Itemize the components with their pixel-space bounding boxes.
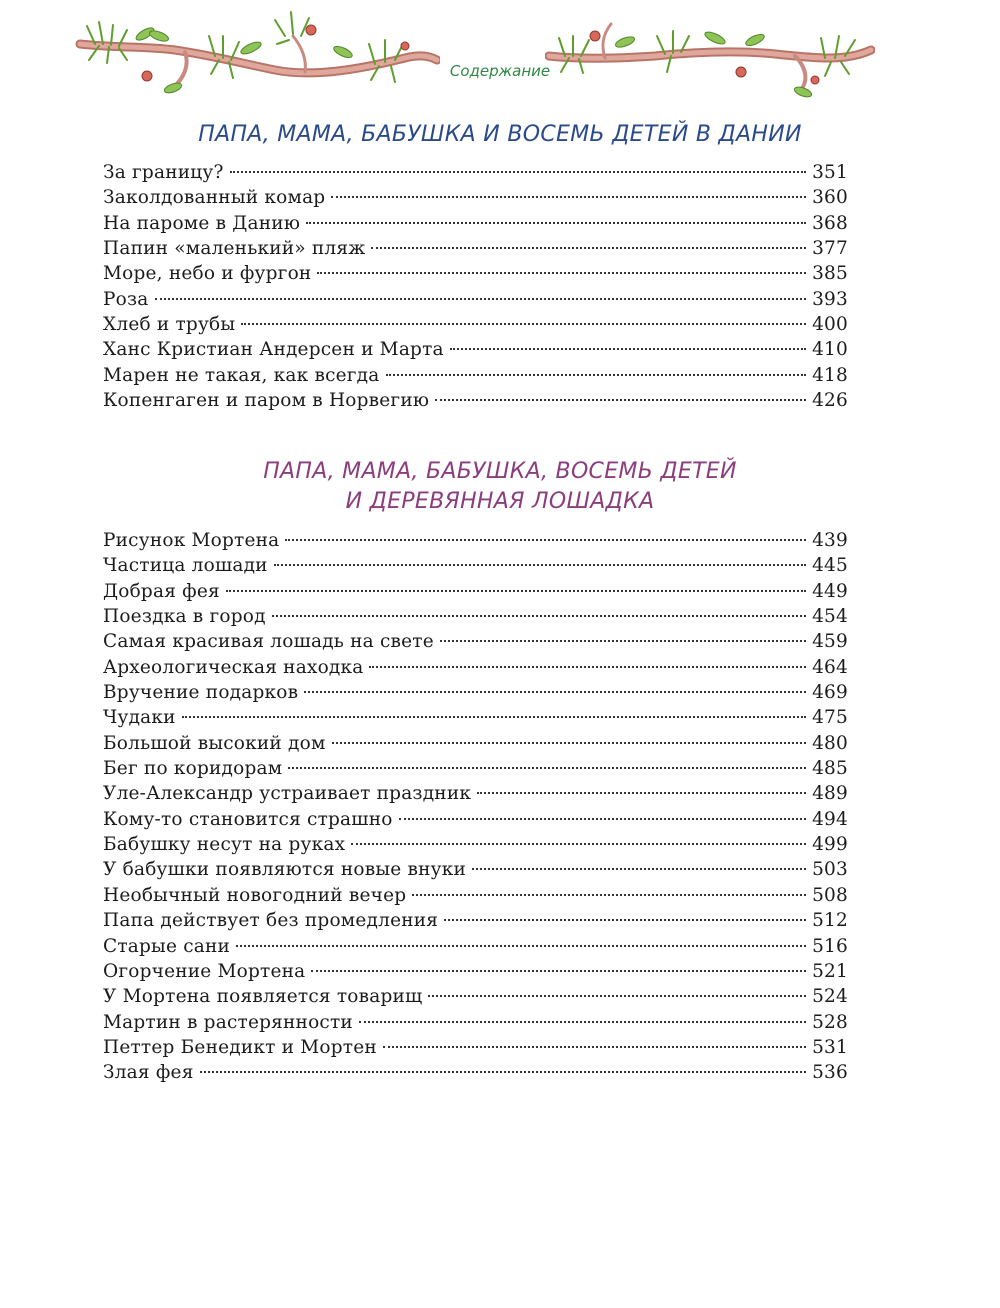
toc-entry-page: 454 — [812, 606, 848, 628]
toc-entry — [103, 604, 848, 629]
toc-entry — [103, 629, 848, 654]
toc-entry — [103, 388, 848, 413]
section-2-heading — [0, 457, 1000, 517]
toc-entry-title: Чудаки — [103, 707, 176, 729]
dot-leader — [285, 539, 806, 541]
toc-entry-page: 524 — [812, 986, 848, 1008]
toc-entry — [103, 781, 848, 806]
toc-entry-page: 449 — [812, 580, 848, 602]
toc-entry-title: Частица лошади — [103, 555, 268, 577]
toc-entry-title: Марен не такая, как всегда — [103, 364, 380, 386]
toc-entry — [103, 211, 848, 236]
toc-entry — [103, 705, 848, 730]
dot-leader — [332, 742, 807, 744]
tree-branch-right-illustration — [545, 6, 875, 101]
toc-entry-title: Рисунок Мортена — [103, 530, 280, 551]
page-header — [0, 0, 1000, 110]
dot-leader — [371, 247, 806, 249]
toc-entry — [103, 857, 848, 882]
toc-entry — [103, 908, 848, 933]
dot-leader — [440, 640, 806, 642]
toc-entry-page: 351 — [812, 162, 848, 183]
dot-leader — [230, 171, 807, 173]
toc-list-section-1 — [103, 160, 848, 413]
toc-entry-title: Самая красивая лошадь на свете — [103, 631, 434, 653]
toc-entry-page: 464 — [812, 656, 848, 678]
dot-leader — [359, 1021, 806, 1023]
toc-entry-page: 393 — [812, 288, 848, 310]
toc-entry-title: Хлеб и трубы — [103, 314, 236, 336]
toc-entry-title: Заколдованный комар — [103, 187, 326, 209]
toc-entry-page: 531 — [812, 1036, 848, 1058]
toc-entry-title: Кому-то становится страшно — [103, 808, 393, 830]
dot-leader — [288, 767, 806, 769]
dot-leader — [444, 919, 806, 921]
toc-entry-page: 385 — [812, 263, 848, 285]
toc-entry-title: За границу? — [103, 162, 224, 183]
toc-entry-page: 410 — [812, 339, 848, 361]
toc-entry-title: Бабушку несут на руках — [103, 834, 346, 856]
dot-leader — [435, 399, 806, 401]
dot-leader — [331, 196, 806, 198]
toc-entry-page: 503 — [812, 859, 848, 881]
toc-entry-title: На пароме в Данию — [103, 212, 301, 234]
dot-leader — [386, 374, 807, 376]
toc-entry-title: Вручение подарков — [103, 682, 299, 704]
toc-entry-title: Роза — [103, 288, 149, 310]
dot-leader — [155, 298, 807, 300]
dot-leader — [304, 691, 806, 693]
toc-entry — [103, 655, 848, 680]
dot-leader — [200, 1071, 807, 1073]
toc-entry-page: 499 — [812, 834, 848, 856]
toc-entry-title: Море, небо и фургон — [103, 263, 312, 285]
toc-entry-page: 494 — [812, 808, 848, 830]
toc-entry-title: У Мортена появляется товарищ — [103, 986, 423, 1008]
dot-leader — [428, 995, 806, 997]
dot-leader — [317, 272, 806, 274]
dot-leader — [182, 716, 806, 718]
toc-entry-title: У бабушки появляются новые внуки — [103, 859, 467, 881]
toc-entry-page: 439 — [812, 530, 848, 551]
toc-entry-page: 418 — [812, 364, 848, 386]
toc-entry — [103, 236, 848, 261]
toc-entry-title: Большой высокий дом — [103, 732, 326, 754]
toc-entry-title: Уле-Александр устраивает праздник — [103, 783, 472, 805]
toc-entry — [103, 287, 848, 312]
toc-entry — [103, 984, 848, 1009]
toc-entry — [103, 832, 848, 857]
toc-entry — [103, 337, 848, 362]
dot-leader — [399, 818, 807, 820]
toc-entry-title: Бег по коридорам — [103, 758, 283, 780]
toc-entry-page: 521 — [812, 960, 848, 982]
dot-leader — [351, 843, 806, 845]
toc-entry — [103, 185, 848, 210]
toc-entry-page: 528 — [812, 1011, 848, 1033]
toc-entry-title: Поездка в город — [103, 606, 266, 628]
section-2-heading-line-1: ПАПА, МАМА, БАБУШКА, ВОСЕМЬ ДЕТЕЙ — [263, 459, 737, 484]
toc-entry-page: 469 — [812, 682, 848, 704]
dot-leader — [274, 564, 806, 566]
tree-branch-left-illustration — [75, 6, 440, 101]
toc-entry — [103, 553, 848, 578]
toc-entry — [103, 959, 848, 984]
toc-entry-page: 445 — [812, 555, 848, 577]
toc-entry-page: 480 — [812, 732, 848, 754]
toc-entry-title: Мартин в растерянности — [103, 1011, 353, 1033]
dot-leader — [272, 615, 806, 617]
toc-entry-page: 512 — [812, 910, 848, 932]
dot-leader — [412, 894, 806, 896]
toc-entry — [103, 934, 848, 959]
dot-leader — [472, 868, 806, 870]
running-title: Содержание — [449, 62, 551, 80]
toc-entry-page: 360 — [812, 187, 848, 209]
toc-entry-page: 489 — [812, 783, 848, 805]
toc-entry-title: Ханс Кристиан Андерсен и Марта — [103, 339, 444, 361]
toc-entry-page: 485 — [812, 758, 848, 780]
section-2-heading-line-2: И ДЕРЕВЯННАЯ ЛОШАДКА — [345, 489, 655, 514]
dot-leader — [306, 222, 806, 224]
toc-entry-title: Петтер Бенедикт и Мортен — [103, 1036, 377, 1058]
toc-entry-page: 459 — [812, 631, 848, 653]
dot-leader — [450, 348, 806, 350]
toc-entry — [103, 579, 848, 604]
toc-entry-page: 368 — [812, 212, 848, 234]
toc-entry-page: 377 — [812, 238, 848, 260]
toc-entry-title: Археологическая находка — [103, 656, 364, 678]
toc-entry-title: Необычный новогодний вечер — [103, 884, 407, 906]
dot-leader — [383, 1046, 806, 1048]
section-1-heading: ПАПА, МАМА, БАБУШКА И ВОСЕМЬ ДЕТЕЙ В ДАНИИ — [198, 122, 802, 147]
toc-entry-title: Папа действует без промедления — [103, 910, 439, 932]
toc-entry-page: 400 — [812, 314, 848, 336]
toc-entry-page: 475 — [812, 707, 848, 729]
toc-entry — [103, 528, 848, 553]
toc-entry — [103, 363, 848, 388]
toc-entry-title: Папин «маленький» пляж — [103, 238, 366, 260]
toc-entry-page: 536 — [812, 1062, 848, 1084]
toc-entry — [103, 680, 848, 705]
toc-entry-title: Злая фея — [103, 1062, 194, 1084]
toc-entry — [103, 261, 848, 286]
toc-entry-page: 426 — [812, 390, 848, 412]
dot-leader — [311, 970, 806, 972]
toc-entry — [103, 731, 848, 756]
toc-entry — [103, 883, 848, 908]
dot-leader — [369, 666, 806, 668]
dot-leader — [477, 792, 806, 794]
toc-entry — [103, 1010, 848, 1035]
toc-entry — [103, 160, 848, 185]
dot-leader — [226, 590, 806, 592]
toc-entry-title: Копенгаген и паром в Норвегию — [103, 390, 430, 412]
toc-entry — [103, 1060, 848, 1085]
toc-entry — [103, 756, 848, 781]
toc-entry — [103, 1035, 848, 1060]
toc-entry-page: 508 — [812, 884, 848, 906]
dot-leader — [241, 323, 806, 325]
toc-entry — [103, 807, 848, 832]
toc-entry — [103, 312, 848, 337]
dot-leader — [236, 945, 806, 947]
toc-entry-title: Старые сани — [103, 935, 231, 957]
toc-list-section-2 — [103, 528, 848, 1086]
toc-entry-title: Добрая фея — [103, 580, 220, 602]
toc-entry-title: Огорчение Мортена — [103, 960, 306, 982]
toc-entry-page: 516 — [812, 935, 848, 957]
